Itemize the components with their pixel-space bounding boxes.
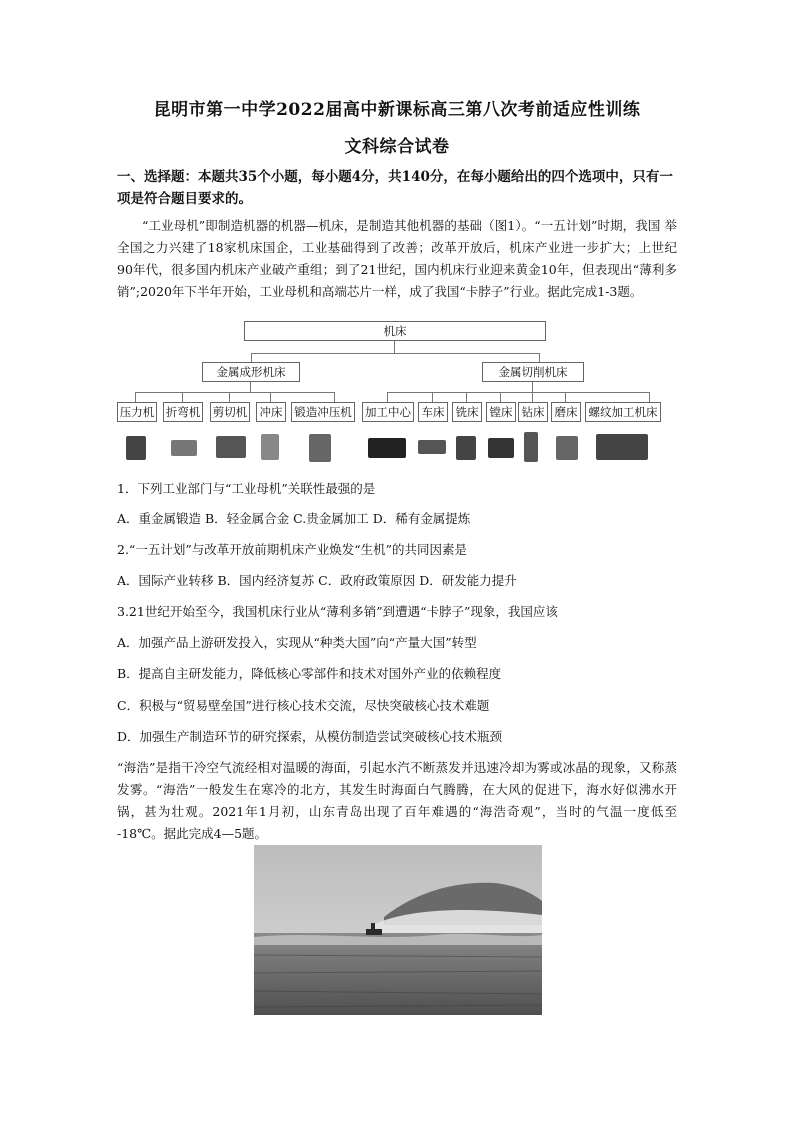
question-1-options: A．重金属锻造 B．轻金属合金 C.贵金属加工 D．稀有金属提炼 xyxy=(117,511,471,526)
diagram-leaf-bender: 折弯机 xyxy=(163,402,203,422)
sea-smoke-photo xyxy=(254,845,542,1015)
question-3-option-b: B．提高自主研发能力，降低核心零部件和技术对国外产业的依赖程度 xyxy=(117,666,502,681)
question-2-stem: 2.“一五计划”与改革开放前期机床产业焕发“生机”的共同因素是 xyxy=(117,542,467,557)
diagram-leaf-lathe: 车床 xyxy=(418,402,448,422)
diagram-leaf-shear: 剪切机 xyxy=(210,402,250,422)
diagram-leaf-press: 压力机 xyxy=(117,402,157,422)
diagram-leaf-machining-center: 加工中心 xyxy=(362,402,414,422)
diagram-leaf-grinder: 磨床 xyxy=(551,402,581,422)
mill-icon xyxy=(456,436,476,460)
passage-machine-tools: “工业母机”即制造机器的机器—机床，是制造其他机器的基础（图1）。“一五计划”时期，我国 举全国之力兴建了18家机床国企，工业基础得到了改善；改革开放后，机床产业进一步扩大；上世纪 90年代，很多国内机床产业破产重组；到了21世纪，国内机床行业迎来黄金10年，但表现出“薄利多销”;2020年下半年开始，工业母机和高端芯片一样，成了我国“卡脖子”行业。据此完成1-3题。 xyxy=(117,218,677,299)
section-instructions: 一、选择题：本题共35个小题，每小题4分，共140分，在每小题给出的四个选项中，只有一项是符合题目要求的。 xyxy=(117,169,673,207)
thread-machine-icon xyxy=(596,434,648,460)
machining-center-icon xyxy=(368,438,406,458)
bender-machine-icon xyxy=(171,440,197,456)
drill-icon xyxy=(524,432,538,462)
question-3-option-d: D．加强生产制造环节的研究探索，从模仿制造尝试突破核心技术瓶颈 xyxy=(117,729,503,744)
boring-icon xyxy=(488,438,514,458)
question-2-options: A．国际产业转移 B．国内经济复苏 C．政府政策原因 D．研发能力提升 xyxy=(117,573,517,588)
grinder-icon xyxy=(556,436,578,460)
passage-sea-smoke: “海浩”是指干冷空气流经相对温暖的海面，引起水汽不断蒸发并迅速冷却为雾或冰晶的现象，又称蒸发雾。“海浩”一般发生在寒冷的北方，其发生时海面白气腾腾，在大风的促进下，海水好似沸水开锅，甚为壮观。2021年1月初，山东青岛出现了百年难遇的“海浩奇观”，当时的气温一度低至 -18℃。据此完成4—5题。 xyxy=(117,760,677,841)
question-3-option-a: A．加强产品上游研发投入，实现从“种类大国”向“产量大国”转型 xyxy=(117,635,477,650)
diagram-leaf-forging: 锻造冲压机 xyxy=(291,402,355,422)
diagram-branch-forming: 金属成形机床 xyxy=(202,362,300,382)
diagram-leaf-thread: 螺纹加工机床 xyxy=(585,402,661,422)
diagram-root: 机床 xyxy=(244,321,546,341)
diagram-leaf-mill: 铣床 xyxy=(452,402,482,422)
press-machine-icon xyxy=(126,436,146,460)
machine-tool-diagram xyxy=(116,318,668,470)
punch-machine-icon xyxy=(261,434,279,460)
question-3-option-c: C．积极与“贸易壁垒国”进行核心技术交流，尽快突破核心技术难题 xyxy=(117,698,490,713)
lathe-icon xyxy=(418,440,446,454)
question-1-stem: 1．下列工业部门与“工业母机”关联性最强的是 xyxy=(117,481,376,496)
question-3-stem: 3.21世纪开始至今，我国机床行业从“薄利多销”到遭遇“卡脖子”现象，我国应该 xyxy=(117,604,558,619)
shear-machine-icon xyxy=(216,436,246,458)
diagram-branch-cutting: 金属切削机床 xyxy=(482,362,584,382)
exam-title: 昆明市第一中学2022届高中新课标高三第八次考前适应性训练 xyxy=(153,100,641,120)
forging-machine-icon xyxy=(309,434,331,462)
diagram-leaf-drill: 钻床 xyxy=(518,402,548,422)
diagram-leaf-boring: 镗床 xyxy=(486,402,516,422)
diagram-leaf-punch: 冲床 xyxy=(256,402,286,422)
exam-subtitle: 文科综合试卷 xyxy=(344,137,450,157)
